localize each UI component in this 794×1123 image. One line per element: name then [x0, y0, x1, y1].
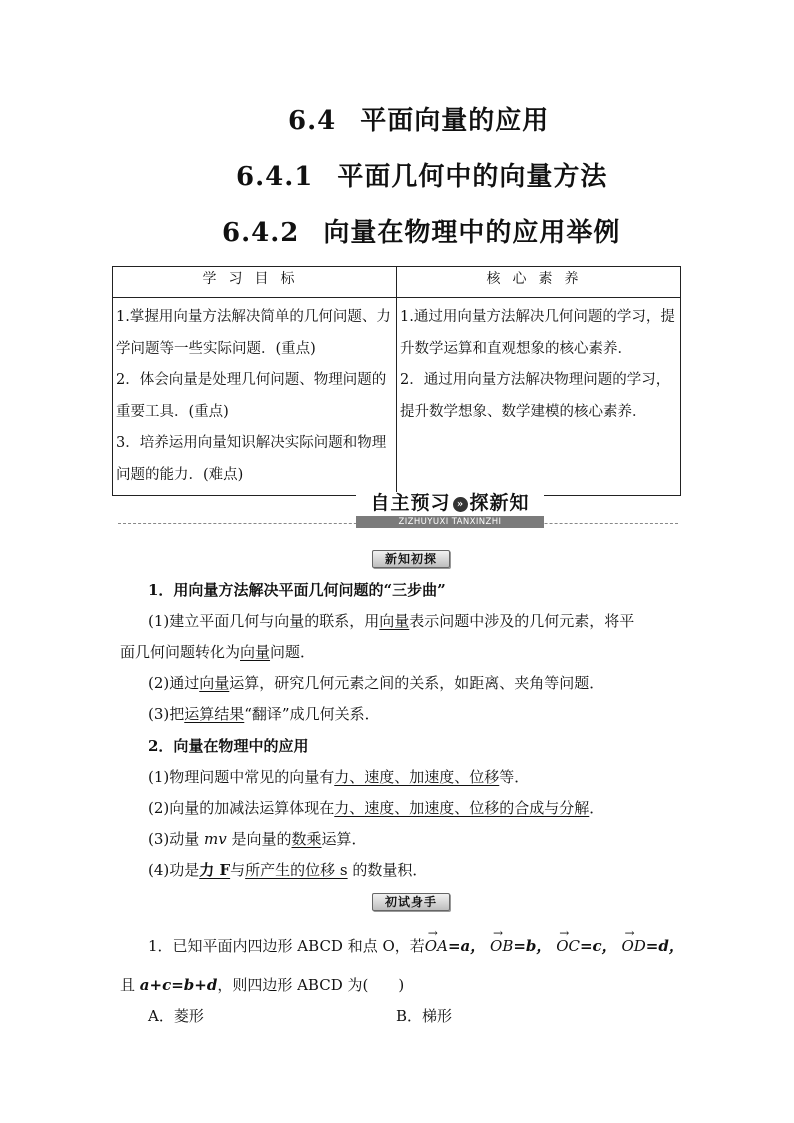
question1-stem — [148, 932, 684, 956]
math-expression: mv — [204, 830, 227, 848]
text-segment: 与 — [230, 861, 246, 879]
title-text: 向量在物理中的应用举例 — [323, 218, 621, 248]
tag-first-try: 初试身手 — [372, 893, 450, 911]
goal-item: 1.掌握用向量方法解决简单的几何问题、力学问题等一些实际问题．(重点) — [116, 309, 391, 357]
math-expression: a+c=b+d — [139, 976, 218, 994]
text-segment: ． — [589, 799, 605, 817]
blank-answer: 向量 — [240, 643, 271, 661]
banner-right-text: 探新知 — [469, 492, 530, 514]
vector-oc: → OC — [556, 932, 580, 956]
section2-item3 — [148, 829, 367, 849]
title-text: 平面几何中的向量方法 — [337, 162, 608, 192]
core-literacy-cell — [397, 298, 681, 496]
banner-pinyin: ZIZHUYUXI TANXINZHI — [356, 516, 544, 528]
text-segment: 运算，研究几何元素之间的关系，如距离、夹角等问题． — [229, 674, 605, 692]
section1-item1-cont — [120, 642, 315, 662]
section2-item2 — [148, 798, 604, 818]
section1-item3 — [148, 704, 380, 724]
text-segment: 面几何问题转化为 — [120, 643, 241, 661]
blank-answer: 向量 — [199, 674, 230, 692]
vector-oa: → OA — [425, 932, 448, 956]
text-segment: 且 — [120, 976, 140, 994]
blank-answer: 力、速度、加速度、位移的合成与分解 — [334, 799, 590, 817]
text-segment: 的数量积． — [347, 861, 428, 879]
blank-answer: 运算结果 — [184, 705, 245, 723]
text-segment: (2)通过 — [148, 674, 200, 692]
section2-heading: 2．向量在物理中的应用 — [148, 737, 309, 755]
blank-answer: 数乘 — [291, 830, 322, 848]
literacy-item: 1.通过用向量方法解决几何问题的学习，提升数学运算和直观想象的核心素养． — [400, 309, 675, 357]
section-title-6-4-1 — [236, 156, 607, 193]
section1-heading: 1．用向量方法解决平面几何问题的“三步曲” — [148, 581, 446, 599]
title-number: 6.4.2 — [222, 218, 300, 248]
vector-od: → OD — [621, 932, 645, 956]
title-number: 6.4.1 — [236, 162, 314, 192]
text-segment: 1．已知平面内四边形 ABCD 和点 O，若 — [148, 937, 425, 955]
banner-left-text: 自主预习 — [370, 492, 451, 514]
text-segment: (3)把 — [148, 705, 185, 723]
text-segment: (3)动量 — [148, 830, 205, 848]
text-segment: 等． — [499, 768, 530, 786]
blank-answer: 力 F — [199, 861, 231, 879]
section-title-6-4-2 — [222, 212, 620, 249]
vector-value: =c， — [579, 937, 617, 955]
learning-goals-table — [112, 266, 681, 496]
vector-value: =b， — [513, 937, 552, 955]
vector-value: =d， — [645, 937, 684, 955]
header-core-literacy: 核心素养 — [397, 267, 681, 298]
text-segment: 是向量的 — [226, 830, 292, 848]
title-text: 平面向量的应用 — [360, 106, 550, 136]
double-arrow-icon: » — [453, 497, 468, 512]
option-b: B．梯形 — [396, 1007, 453, 1025]
learning-goals-cell — [113, 298, 397, 496]
text-segment: 运算． — [321, 830, 367, 848]
text-segment: 问题． — [270, 643, 316, 661]
vector-ob: → OB — [490, 932, 513, 956]
preview-banner — [356, 492, 544, 530]
section2-item4 — [148, 860, 427, 880]
text-segment: (2)向量的加减法运算体现在 — [148, 799, 335, 817]
section2-item1 — [148, 767, 529, 787]
text-segment: “翻译”成几何关系． — [244, 705, 380, 723]
text-segment: (1)物理问题中常见的向量有 — [148, 768, 335, 786]
text-segment: 表示问题中涉及的几何元素，将平 — [409, 612, 635, 630]
blank-answer: 力、速度、加速度、位移 — [334, 768, 500, 786]
text-segment: (1)建立平面几何与向量的联系，用 — [148, 612, 380, 630]
tag-new-knowledge: 新知初探 — [372, 550, 450, 568]
text-segment: ，则四边形 ABCD 为( ) — [217, 976, 405, 994]
option-a: A．菱形 — [148, 1007, 204, 1025]
title-number: 6.4 — [288, 106, 337, 136]
blank-answer: 所产生的位移 s — [245, 861, 348, 879]
goal-item: 2．体会向量是处理几何问题、物理问题的重要工具．(重点) — [116, 372, 387, 420]
blank-answer: 向量 — [379, 612, 410, 630]
header-learning-goals: 学习目标 — [113, 267, 397, 298]
section1-item2 — [148, 673, 604, 693]
text-segment: (4)功是 — [148, 861, 200, 879]
goal-item: 3．培养运用向量知识解决实际问题和物理问题的能力．(难点) — [116, 435, 387, 483]
vector-value: =a， — [447, 937, 486, 955]
literacy-item: 2．通过用向量方法解决物理问题的学习，提升数学想象、数学建模的核心素养． — [400, 372, 671, 420]
question1-stem-cont — [120, 975, 404, 995]
section1-item1 — [148, 611, 634, 631]
section-title-6-4 — [288, 100, 549, 137]
